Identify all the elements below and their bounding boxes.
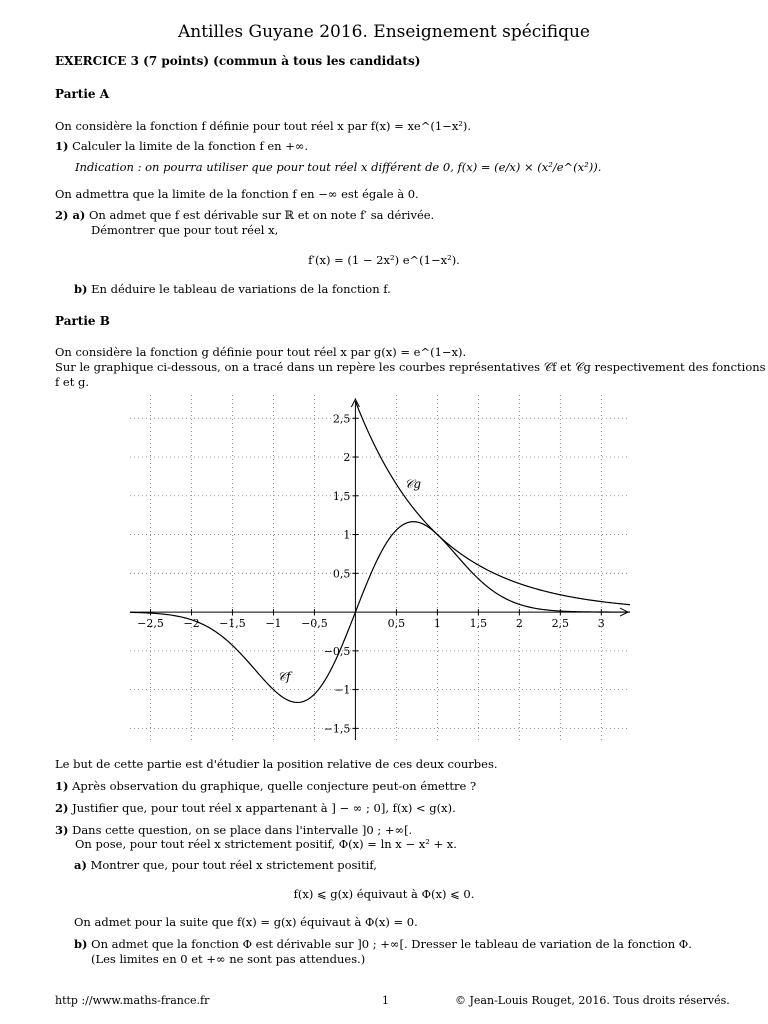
part-a-q2b [74, 282, 391, 296]
equivalence-formula: f(x) ⩽ g(x) équivaut à Φ(x) ⩽ 0. [293, 887, 475, 901]
footer-copyright: © Jean-Louis Rouget, 2016. Tous droits réservés. [455, 994, 730, 1007]
q-number: a) [74, 858, 87, 872]
part-a-q2a-demo: Démontrer que pour tout réel x, [91, 223, 279, 237]
page-title: Antilles Guyane 2016. Enseignement spécifique [177, 22, 590, 42]
y-tick-label: −0,5 [323, 644, 351, 658]
q-number: 3) [55, 823, 69, 837]
x-tick-label: −2 [183, 617, 200, 631]
part-b-q3-phi: On pose, pour tout réel x strictement positif, Φ(x) = ln x − x² + x. [75, 837, 457, 851]
q-number: 1) [55, 139, 69, 153]
part-a-q1-hint: Indication : on pourra utiliser que pour tout réel x différent de 0, f(x) = (e/x) × (x²/e^(x²)). [75, 160, 602, 174]
part-b-q3b [74, 937, 692, 951]
x-tick-label: 2,5 [551, 617, 570, 631]
part-a-heading: Partie A [55, 87, 110, 101]
q-number: 2) a) [55, 208, 86, 222]
q-text: On admet que f est dérivable sur ℝ et on note f′ sa dérivée. [89, 208, 435, 222]
x-tick-label: 3 [597, 617, 605, 631]
y-tick-label: −1 [334, 683, 351, 697]
x-tick-label: 2 [515, 617, 523, 631]
y-tick-label: −1,5 [323, 722, 351, 736]
q-text: Montrer que, pour tout réel x strictement positif, [90, 858, 377, 872]
part-b-q3 [55, 823, 412, 837]
q-text: Justifier que, pour tout réel x appartenant à ] − ∞ ; 0], f(x) < g(x). [72, 801, 456, 815]
part-a-intro: On considère la fonction f définie pour tout réel x par f(x) = xe^(1−x²). [55, 119, 472, 133]
part-b-q1 [55, 779, 476, 793]
curve-label: 𝒞f [277, 669, 291, 684]
q-number: 2) [55, 801, 69, 815]
y-tick-label: 1,5 [332, 489, 351, 503]
q-number: b) [74, 282, 88, 296]
y-tick-label: 1 [343, 528, 351, 542]
q-text: Après observation du graphique, quelle conjecture peut-on émettre ? [72, 779, 477, 793]
part-a-admit: On admettra que la limite de la fonction f en −∞ est égale à 0. [55, 187, 419, 201]
y-tick-label: 0,5 [332, 567, 351, 581]
q-number: b) [74, 937, 88, 951]
q-text: On admet que la fonction Φ est dérivable sur ]0 ; +∞[. Dresser le tableau de variation de la fonction Φ. [91, 937, 692, 951]
footer-url[interactable]: http ://www.maths-france.fr [55, 994, 210, 1007]
y-tick-label: 2 [343, 451, 351, 465]
x-tick-label: −2,5 [137, 617, 164, 631]
part-b-heading: Partie B [55, 314, 110, 328]
function-graph [130, 395, 630, 740]
part-b-intro-1: On considère la fonction g définie pour tout réel x par g(x) = e^(1−x). [55, 345, 467, 359]
q-text: Dans cette question, on se place dans l'intervalle ]0 ; +∞[. [72, 823, 413, 837]
x-tick-label: 0,5 [387, 617, 406, 631]
part-b-intro-3: f et g. [55, 375, 90, 389]
derivative-formula: f′(x) = (1 − 2x²) e^(1−x²). [308, 253, 460, 267]
x-tick-label: −1,5 [219, 617, 246, 631]
part-b-q3b-note: (Les limites en 0 et +∞ ne sont pas attendues.) [91, 952, 366, 966]
part-b-intro-2: Sur le graphique ci-dessous, on a tracé dans un repère les courbes représentatives 𝒞f et 𝒞g respectivement des fonctions [55, 360, 766, 374]
q-text: En déduire le tableau de variations de la fonction f. [91, 282, 391, 296]
curve-label: 𝒞g [404, 477, 422, 492]
q-number: 1) [55, 779, 69, 793]
x-tick-label: −1 [265, 617, 282, 631]
x-tick-label: 1,5 [469, 617, 488, 631]
y-tick-label: 2,5 [332, 412, 351, 426]
exercise-heading: EXERCICE 3 (7 points) (commun à tous les candidats) [55, 54, 421, 68]
x-tick-label: 1 [433, 617, 441, 631]
part-b-goal: Le but de cette partie est d'étudier la position relative de ces deux courbes. [55, 757, 498, 771]
part-b-q2 [55, 801, 456, 815]
part-a-q2a [55, 208, 434, 222]
x-tick-label: −0,5 [301, 617, 328, 631]
footer-page-number: 1 [382, 994, 389, 1007]
part-a-q1 [55, 139, 308, 153]
q-text: Calculer la limite de la fonction f en +∞. [72, 139, 309, 153]
part-b-q3-admit: On admet pour la suite que f(x) = g(x) équivaut à Φ(x) = 0. [74, 915, 418, 929]
part-b-q3a [74, 858, 377, 872]
